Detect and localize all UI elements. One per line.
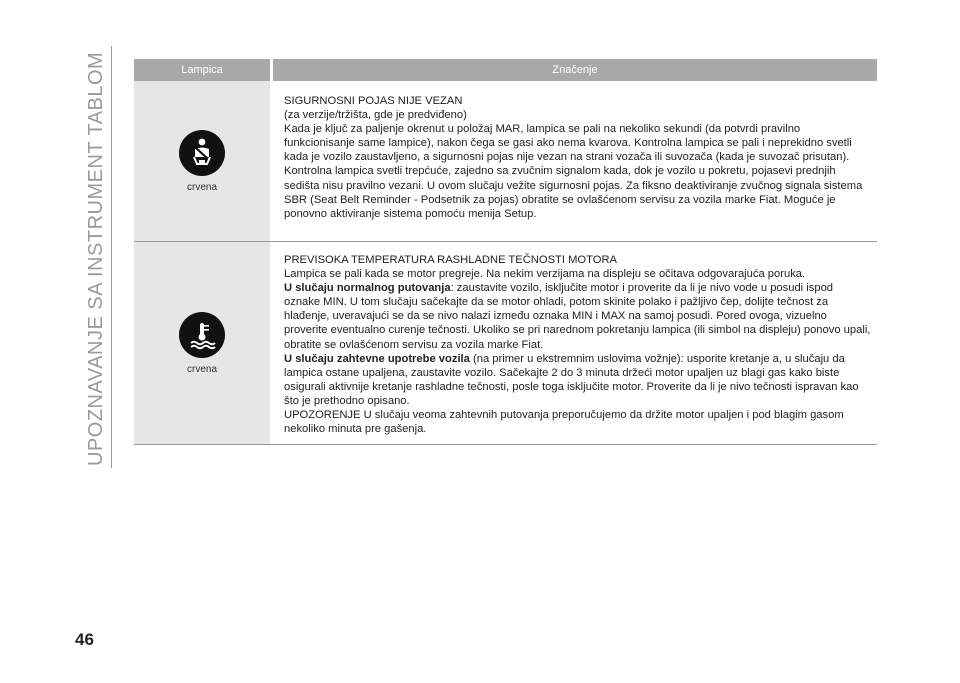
icon-color-label: crvena bbox=[186, 181, 217, 193]
header-lampica: Lampica bbox=[134, 59, 270, 81]
normal-trip-heading: U slučaju normalnog putovanja bbox=[284, 282, 451, 295]
table-header bbox=[134, 59, 877, 81]
warning-lights-table bbox=[134, 59, 877, 445]
demanding-use-heading: U slučaju zahtevne upotrebe vozila bbox=[284, 352, 470, 365]
row-title: PREVISOKA TEMPERATURA RASHLADNE TEČNOSTI MOTORA bbox=[284, 254, 617, 266]
seatbelt-icon bbox=[179, 130, 225, 176]
table-row bbox=[134, 242, 877, 445]
coolant-temperature-icon bbox=[179, 312, 225, 358]
icon-color-label: crvena bbox=[186, 363, 217, 375]
normal-trip-paragraph bbox=[284, 281, 871, 351]
demanding-use-text: (na primer u ekstremnim uslovima vožnje): usporite kretanje a, u slučaju da lampica ostane upaljena, zaustavite vozilo. Sačekajte 2 do 3 minuta držeći motor upaljen uz blagi gas kako biste osigurali aktivnije kretanje rashladne tečnosti, posle toga isključite motor. Proverite da li je nivo tečnosti ispravan kao što je prethodno opisano. bbox=[284, 352, 859, 407]
meaning-cell bbox=[273, 242, 877, 444]
page-number: 46 bbox=[75, 630, 94, 649]
row-title: SIGURNOSNI POJAS NIJE VEZAN bbox=[284, 95, 463, 107]
normal-trip-text: : zaustavite vozilo, isključite motor i proverite da li je nivo vode u posudi ispod oznake MIN. U tom slučaju sačekajte da se motor ohladi, potom skinite polako i pažljivo čep, dolijte tečnost za hlađenje, uveravajući se da se nivo nalazi između oznaka MIN i MAX na samoj posudi. Pored ovoga, vizuelno proverite eventualno curenje tečnosti. Ukoliko se pri narednom pokretanju lampica (ili simbol na displeju) ponovo upali, obratite se ovlašćenom servisu za vozila marke Fiat. bbox=[284, 282, 871, 351]
side-section-title-text: UPOZNAVANJE SA INSTRUMENT TABLOM bbox=[85, 51, 107, 466]
icon-cell bbox=[134, 81, 270, 241]
table-row bbox=[134, 81, 877, 242]
row-intro: Lampica se pali kada se motor pregreje. Na nekim verzijama na displeju se očitava odgovarajuća poruka. bbox=[284, 268, 806, 281]
warning-note: UPOZORENJE U slučaju veoma zahtevnih putovanja preporučujemo da držite motor upaljen i pod blagim gasom nekoliko minuta pre gašenja. bbox=[284, 409, 844, 436]
row-description: Kada je ključ za paljenje okrenut u položaj MAR, lampica se pali na nekoliko sekundi (da potvrdi pravilno funkcionisanje same lampice), nakon čega se gasi ako nema kvarova. Kontrolna lampica se pali i neprekidno svetli kada je vozilo zaustavljeno, a sigurnosni pojas nije vezan na strani vozača ili suvozača (kada je suvozač prisutan). Kontrolna lampica svetli trepćuće, zajedno sa zvučnim signalom kada, dok je vozilo u pokretu, pojasevi prednjih sedišta nisu pravilno vezani. U ovom slučaju vežite sigurnosni pojas. Za fiksno deaktiviranje zvučnog signala sistema SBR (Seat Belt Reminder - Podsetnik za pojas) obratite se ovlašćenom servisu za vozila marke Fiat. Moguće je ponovno aktiviranje sistema pomoću menija Setup. bbox=[284, 123, 863, 220]
row-subtitle: (za verzije/tržišta, gde je predviđeno) bbox=[284, 109, 467, 122]
side-divider bbox=[111, 46, 112, 468]
header-znacenje: Značenje bbox=[273, 59, 877, 81]
icon-cell bbox=[134, 242, 270, 444]
meaning-cell bbox=[273, 81, 877, 241]
demanding-use-paragraph bbox=[284, 352, 871, 408]
